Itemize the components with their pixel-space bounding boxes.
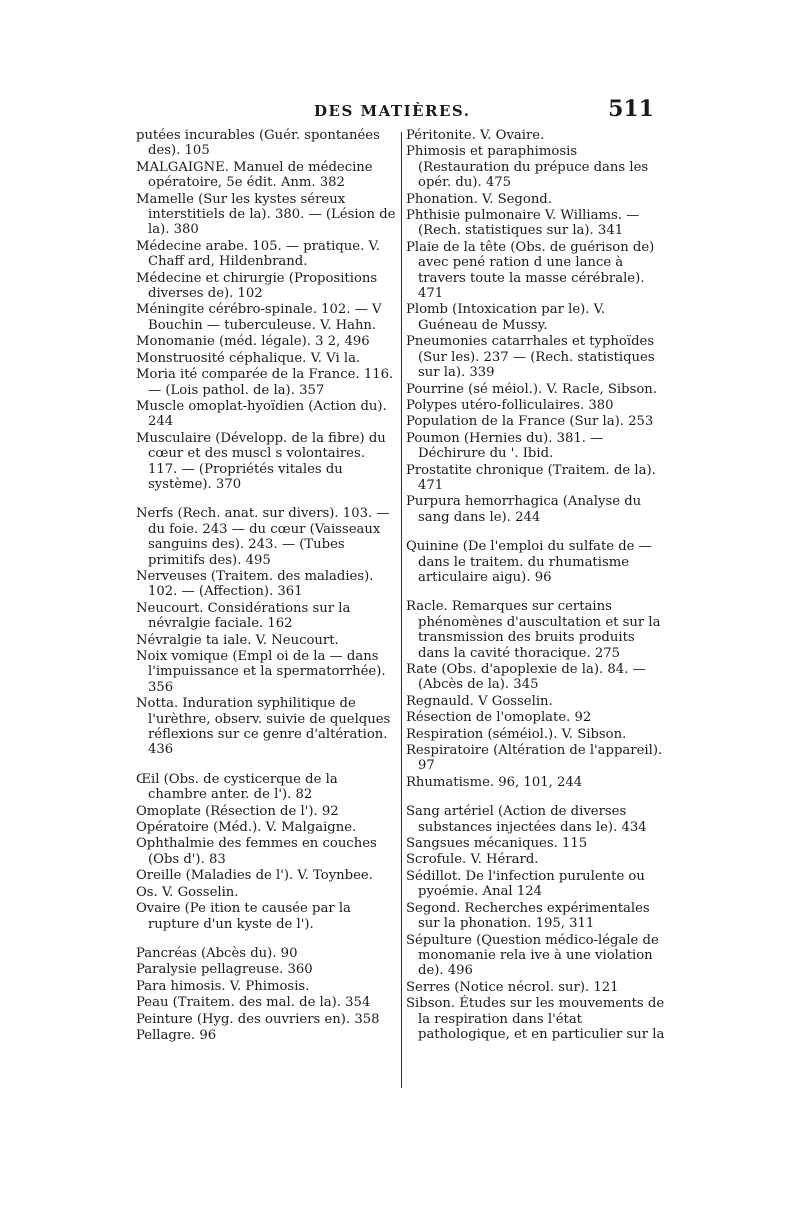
index-entry: Plaie de la tête (Obs. de guérison de) avec pené ration d une lance à travers toute la masse cérébrale). 471: [406, 239, 655, 302]
index-entry: Péritonite. V. Ovaire.: [406, 128, 545, 143]
index-entry: Pneumonies catarrhales et typhoïdes (Sur les). 237 — (Rech. statistiques sur la). 339: [406, 334, 655, 381]
index-entry: Rhumatisme. 96, 101, 244: [406, 774, 583, 790]
index-entry: Nerfs (Rech. anat. sur divers). 103. — du foie. 243 — du cœur (Vaisseaux sanguins des). 243. — (Tubes primitifs des). 495: [136, 506, 390, 568]
index-entry: Muscle omoplat-hyoïdien (Action du). 244: [136, 398, 387, 430]
index-entry: Respiratoire (Altération de l'appareil). 97: [406, 743, 663, 774]
index-column-right: [406, 128, 668, 1043]
index-entry: Phimosis et paraphimosis (Restauration du prépuce dans les opér. du). 475: [406, 144, 649, 191]
index-entry: Résection de l'omoplate. 92: [406, 710, 592, 726]
index-entry: Pancréas (Abcès du). 90: [136, 945, 298, 961]
index-entry: Sépulture (Question médico-légale de monomanie rela ive à une violation de). 496: [406, 932, 659, 979]
index-entry: Médecine arabe. 105. — pratique. V. Chaff ard, Hildenbrand.: [136, 238, 380, 270]
index-entry: Respiration (séméiol.). V. Sibson.: [406, 726, 627, 742]
index-entry: Racle. Remarques sur certains phénomènes d'auscultation et sur la transmission des bruits produits dans la cavité thoracique. 275: [406, 599, 661, 661]
page-header: [134, 96, 654, 126]
index-entry: Segond. Recherches expérimentales sur la phonation. 195, 311: [406, 900, 650, 932]
index-entry: Noix vomique (Empl oi de la — dans l'impuissance et la spermatorrhée). 356: [136, 649, 386, 695]
index-entry: Monomanie (méd. légale). 3 2, 496: [136, 334, 370, 350]
index-entry: Mamelle (Sur les kystes séreux interstitiels de la). 380. — (Lésion de la). 380: [136, 191, 396, 238]
index-entry: Serres (Notice nécrol. sur). 121: [406, 979, 619, 995]
index-entry: Sédillot. De l'infection purulente ou pyoémie. Anal 124: [406, 868, 645, 900]
column-divider: [401, 132, 402, 1088]
index-entry: Notta. Induration syphilitique de l'urèthre, observ. suivie de quelques réflexions sur ce genre d'altération. 436: [136, 696, 391, 758]
index-entry: Os. V. Gosselin.: [136, 884, 239, 900]
index-entry: Purpura hemorrhagica (Analyse du sang dans le). 244: [406, 494, 642, 525]
index-entry: Oreille (Maladies de l'). V. Toynbee.: [136, 868, 373, 884]
index-entry: Rate (Obs. d'apoplexie de la). 84. — (Abcès de la). 345: [406, 662, 646, 693]
index-entry: Plomb (Intoxication par le). V. Guéneau de Mussy.: [406, 302, 606, 333]
index-entry: Omoplate (Résection de l'). 92: [136, 803, 339, 819]
index-entry: Opératoire (Méd.). V. Malgaigne.: [136, 820, 357, 836]
index-entry: Pellagre. 96: [136, 1027, 217, 1043]
index-entry: Paralysie pellagreuse. 360: [136, 962, 313, 978]
index-entry: Sang artériel (Action de diverses substances injectées dans le). 434: [406, 804, 647, 835]
index-entry: Population de la France (Sur la). 253: [406, 414, 654, 430]
index-entry: Phthisie pulmonaire V. Williams. — (Rech. statistiques sur la). 341: [406, 208, 640, 239]
index-entry: Sibson. Études sur les mouvements de la respiration dans l'état pathologique, et en particulier sur la: [406, 996, 665, 1042]
index-entry: Moria ité comparée de la France. 116. — (Lois pathol. de la). 357: [136, 367, 394, 398]
index-entry: Quinine (De l'emploi du sulfate de — dans le traitem. du rhumatisme articulaire aigu). 96: [406, 539, 652, 585]
index-entry: Peinture (Hyg. des ouvriers en). 358: [136, 1011, 380, 1027]
index-entry: Pourrine (sé méiol.). V. Racle, Sibson.: [406, 381, 657, 397]
index-entry: Médecine et chirurgie (Propositions diverses de). 102: [136, 270, 378, 302]
index-entry: Ovaire (Pe ition te causée par la rupture d'un kyste de l').: [136, 901, 351, 932]
index-column-left: [136, 128, 398, 1044]
index-entry: Ophthalmie des femmes en couches (Obs d'). 83: [136, 836, 377, 867]
index-entry: Neucourt. Considérations sur la névralgie faciale. 162: [136, 600, 351, 632]
index-entry: Regnauld. V Gosselin.: [406, 693, 553, 709]
index-entry: Phonation. V. Segond.: [406, 191, 552, 207]
index-entry: Monstruosité céphalique. V. Vi la.: [136, 350, 361, 366]
index-entry: Nerveuses (Traitem. des maladies). 102. — (Affection). 361: [136, 568, 374, 600]
index-entry: Musculaire (Développ. de la fibre) du cœur et des muscl s volontaires. 117. — (Propriétés vitales du système). 370: [136, 430, 386, 492]
index-entry: Polypes utéro-folliculaires. 380: [406, 397, 614, 413]
page-number: 511: [608, 96, 654, 122]
running-title: DES MATIÈRES.: [314, 102, 471, 120]
index-entry: Peau (Traitem. des mal. de la). 354: [136, 995, 371, 1011]
index-entry: Névralgie ta iale. V. Neucourt.: [136, 632, 339, 648]
index-entry: MALGAIGNE. Manuel de médecine opératoire, 5e édit. Anm. 382: [136, 159, 373, 191]
index-entry: Para himosis. V. Phimosis.: [136, 978, 310, 994]
index-entry: Prostatite chronique (Traitem. de la). 471: [406, 462, 656, 493]
index-entry: Poumon (Hernies du). 381. — Déchirure du '. Ibid.: [406, 430, 604, 462]
index-entry: Méningite cérébro-spinale. 102. — V Bouchin — tuberculeuse. V. Hahn.: [136, 302, 382, 333]
index-entry: Sangsues mécaniques. 115: [406, 836, 588, 852]
index-entry: putées incurables (Guér. spontanées des). 105: [136, 128, 380, 159]
index-entry: Œil (Obs. de cysticerque de la chambre anter. de l'). 82: [136, 771, 338, 803]
index-entry: Scrofule. V. Hérard.: [406, 852, 539, 868]
